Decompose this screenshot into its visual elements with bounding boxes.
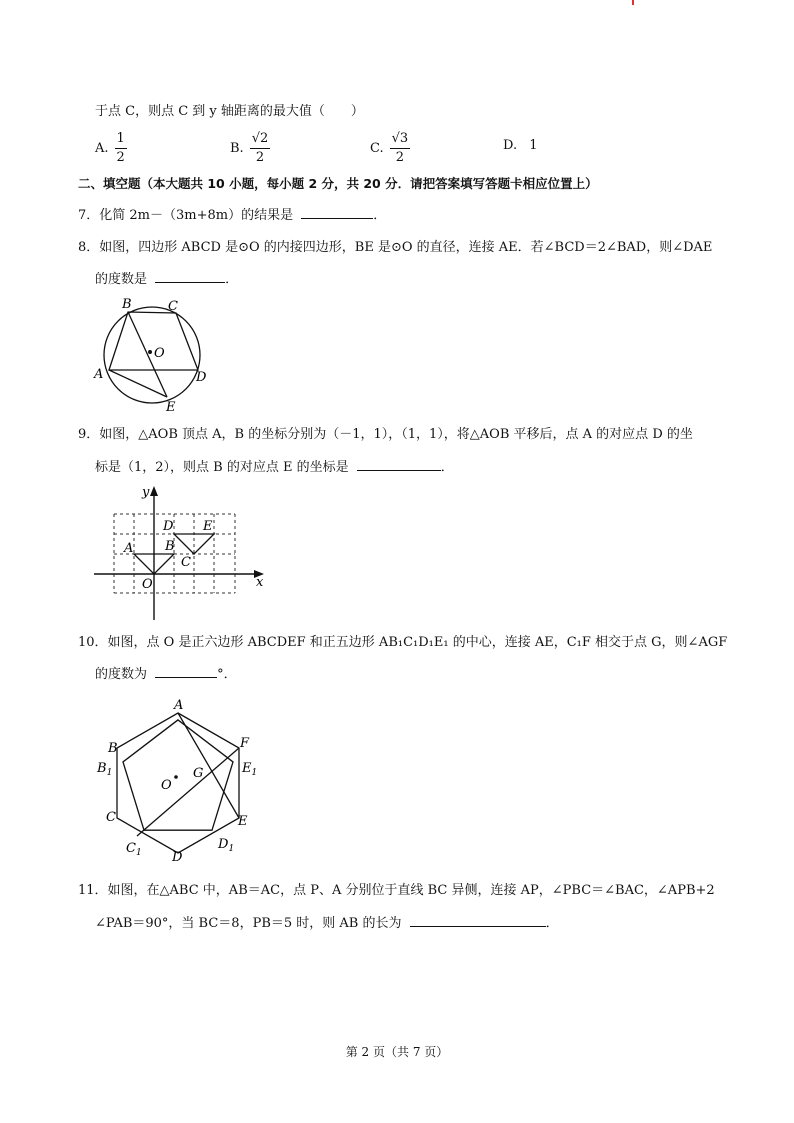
- label-o: O: [161, 778, 172, 793]
- label-b: B: [122, 297, 132, 312]
- answer-blank[interactable]: [155, 270, 225, 283]
- label-a: A: [174, 698, 184, 713]
- q6-option-b[interactable]: B. $\frac{√2}{2}$: [230, 131, 269, 165]
- label-o: O: [142, 577, 153, 592]
- fraction: $\frac{√3}{2}$: [391, 131, 409, 165]
- y-axis-arrow: [150, 486, 158, 496]
- hexagon-abcdef: [117, 713, 239, 853]
- question-10-line2: 的度数为 °．: [95, 667, 237, 682]
- label-c1: $C_1$: [126, 841, 142, 858]
- q6-option-c[interactable]: C. $\frac{√3}{2}$: [370, 131, 409, 165]
- segment-ae: [178, 713, 239, 818]
- label-e: E: [238, 814, 248, 829]
- question-number: 8．: [78, 240, 100, 255]
- label-a: A: [124, 541, 134, 556]
- q6-option-d[interactable]: D. 1: [503, 138, 538, 153]
- label-d: D: [196, 370, 207, 385]
- label-b1: $B_1$: [97, 761, 113, 778]
- q10-polygon-figure: [92, 695, 272, 865]
- label-e1: $E_1$: [242, 761, 258, 778]
- question-11-line2: ∠PAB＝90°，当 BC＝8，PB＝5 时，则 AB 的长为 ．: [95, 916, 559, 931]
- q6-option-a[interactable]: A. $\frac{1}{2}$: [95, 131, 125, 165]
- question-8-line2: 的度数是 ．: [95, 272, 239, 287]
- center-point: [174, 775, 178, 779]
- section-title: 二、填空题（本大题共 10 小题，每小题 2 分，共 20 分．请把答案填写答题卡相应位置上）: [78, 176, 598, 191]
- label-f: F: [240, 736, 250, 751]
- answer-blank[interactable]: [155, 665, 217, 678]
- label-y: y: [142, 485, 150, 500]
- question-9-line1: 9．如图，△AOB 顶点 A，B 的坐标分别为（－1，1），（1，1），将△AOB 平移后，点 A 的对应点 D 的坐: [78, 427, 693, 442]
- label-c: C: [106, 810, 116, 825]
- label-o: O: [154, 346, 165, 361]
- page-footer: 第 2 页（共 7 页）: [345, 1045, 449, 1059]
- label-a: A: [94, 367, 104, 382]
- corner-mark: [632, 0, 634, 5]
- question-number: 11．: [78, 883, 108, 898]
- label-c: C: [168, 299, 178, 314]
- question-number: 10．: [78, 635, 108, 650]
- question-number: 9．: [78, 427, 100, 442]
- label-b: B: [165, 539, 175, 554]
- label-x: x: [256, 575, 264, 590]
- question-11-line1: 11．如图，在△ABC 中，AB＝AC，点 P、A 分别位于直线 BC 异侧，连接 AP，∠PBC＝∠BAC，∠APB+2: [78, 883, 715, 898]
- question-number: 7．: [78, 208, 100, 223]
- circle-o: [104, 307, 200, 403]
- q9-grid-figure: [92, 482, 272, 622]
- label-e: E: [166, 400, 176, 415]
- label-c: C: [181, 555, 191, 570]
- label-d1: $D_1$: [218, 837, 235, 854]
- label-d: D: [163, 519, 174, 534]
- question-7: 7．化简 2m－（3m+8m）的结果是 ．: [78, 208, 387, 223]
- question-10-line1: 10．如图，点 O 是正六边形 ABCDEF 和正五边形 AB₁C₁D₁E₁ 的中心，连接 AE，C₁F 相交于点 G，则∠AGF: [78, 635, 728, 650]
- q6-stem: 于点 C，则点 C 到 y 轴距离的最大值（ ）: [95, 104, 364, 119]
- question-8-line1: 8．如图，四边形 ABCD 是⊙O 的内接四边形，BE 是⊙O 的直径，连接 AE．若∠BCD＝2∠BAD，则∠DAE: [78, 240, 713, 255]
- fraction: $\frac{√2}{2}$: [251, 131, 269, 165]
- answer-blank[interactable]: [410, 914, 546, 927]
- label-g: G: [193, 766, 204, 781]
- label-d: D: [172, 850, 183, 865]
- question-9-line2: 标是（1，2），则点 B 的对应点 E 的坐标是 ．: [95, 460, 454, 475]
- label-e: E: [203, 519, 213, 534]
- q8-circle-figure: [88, 290, 223, 420]
- center-point: [148, 350, 152, 354]
- segment-ae: [109, 370, 167, 397]
- answer-blank[interactable]: [301, 206, 373, 219]
- pentagon-ab1c1d1e1: [123, 720, 233, 830]
- answer-blank[interactable]: [357, 458, 441, 471]
- fraction: $\frac{1}{2}$: [116, 131, 125, 165]
- label-b: B: [108, 741, 118, 756]
